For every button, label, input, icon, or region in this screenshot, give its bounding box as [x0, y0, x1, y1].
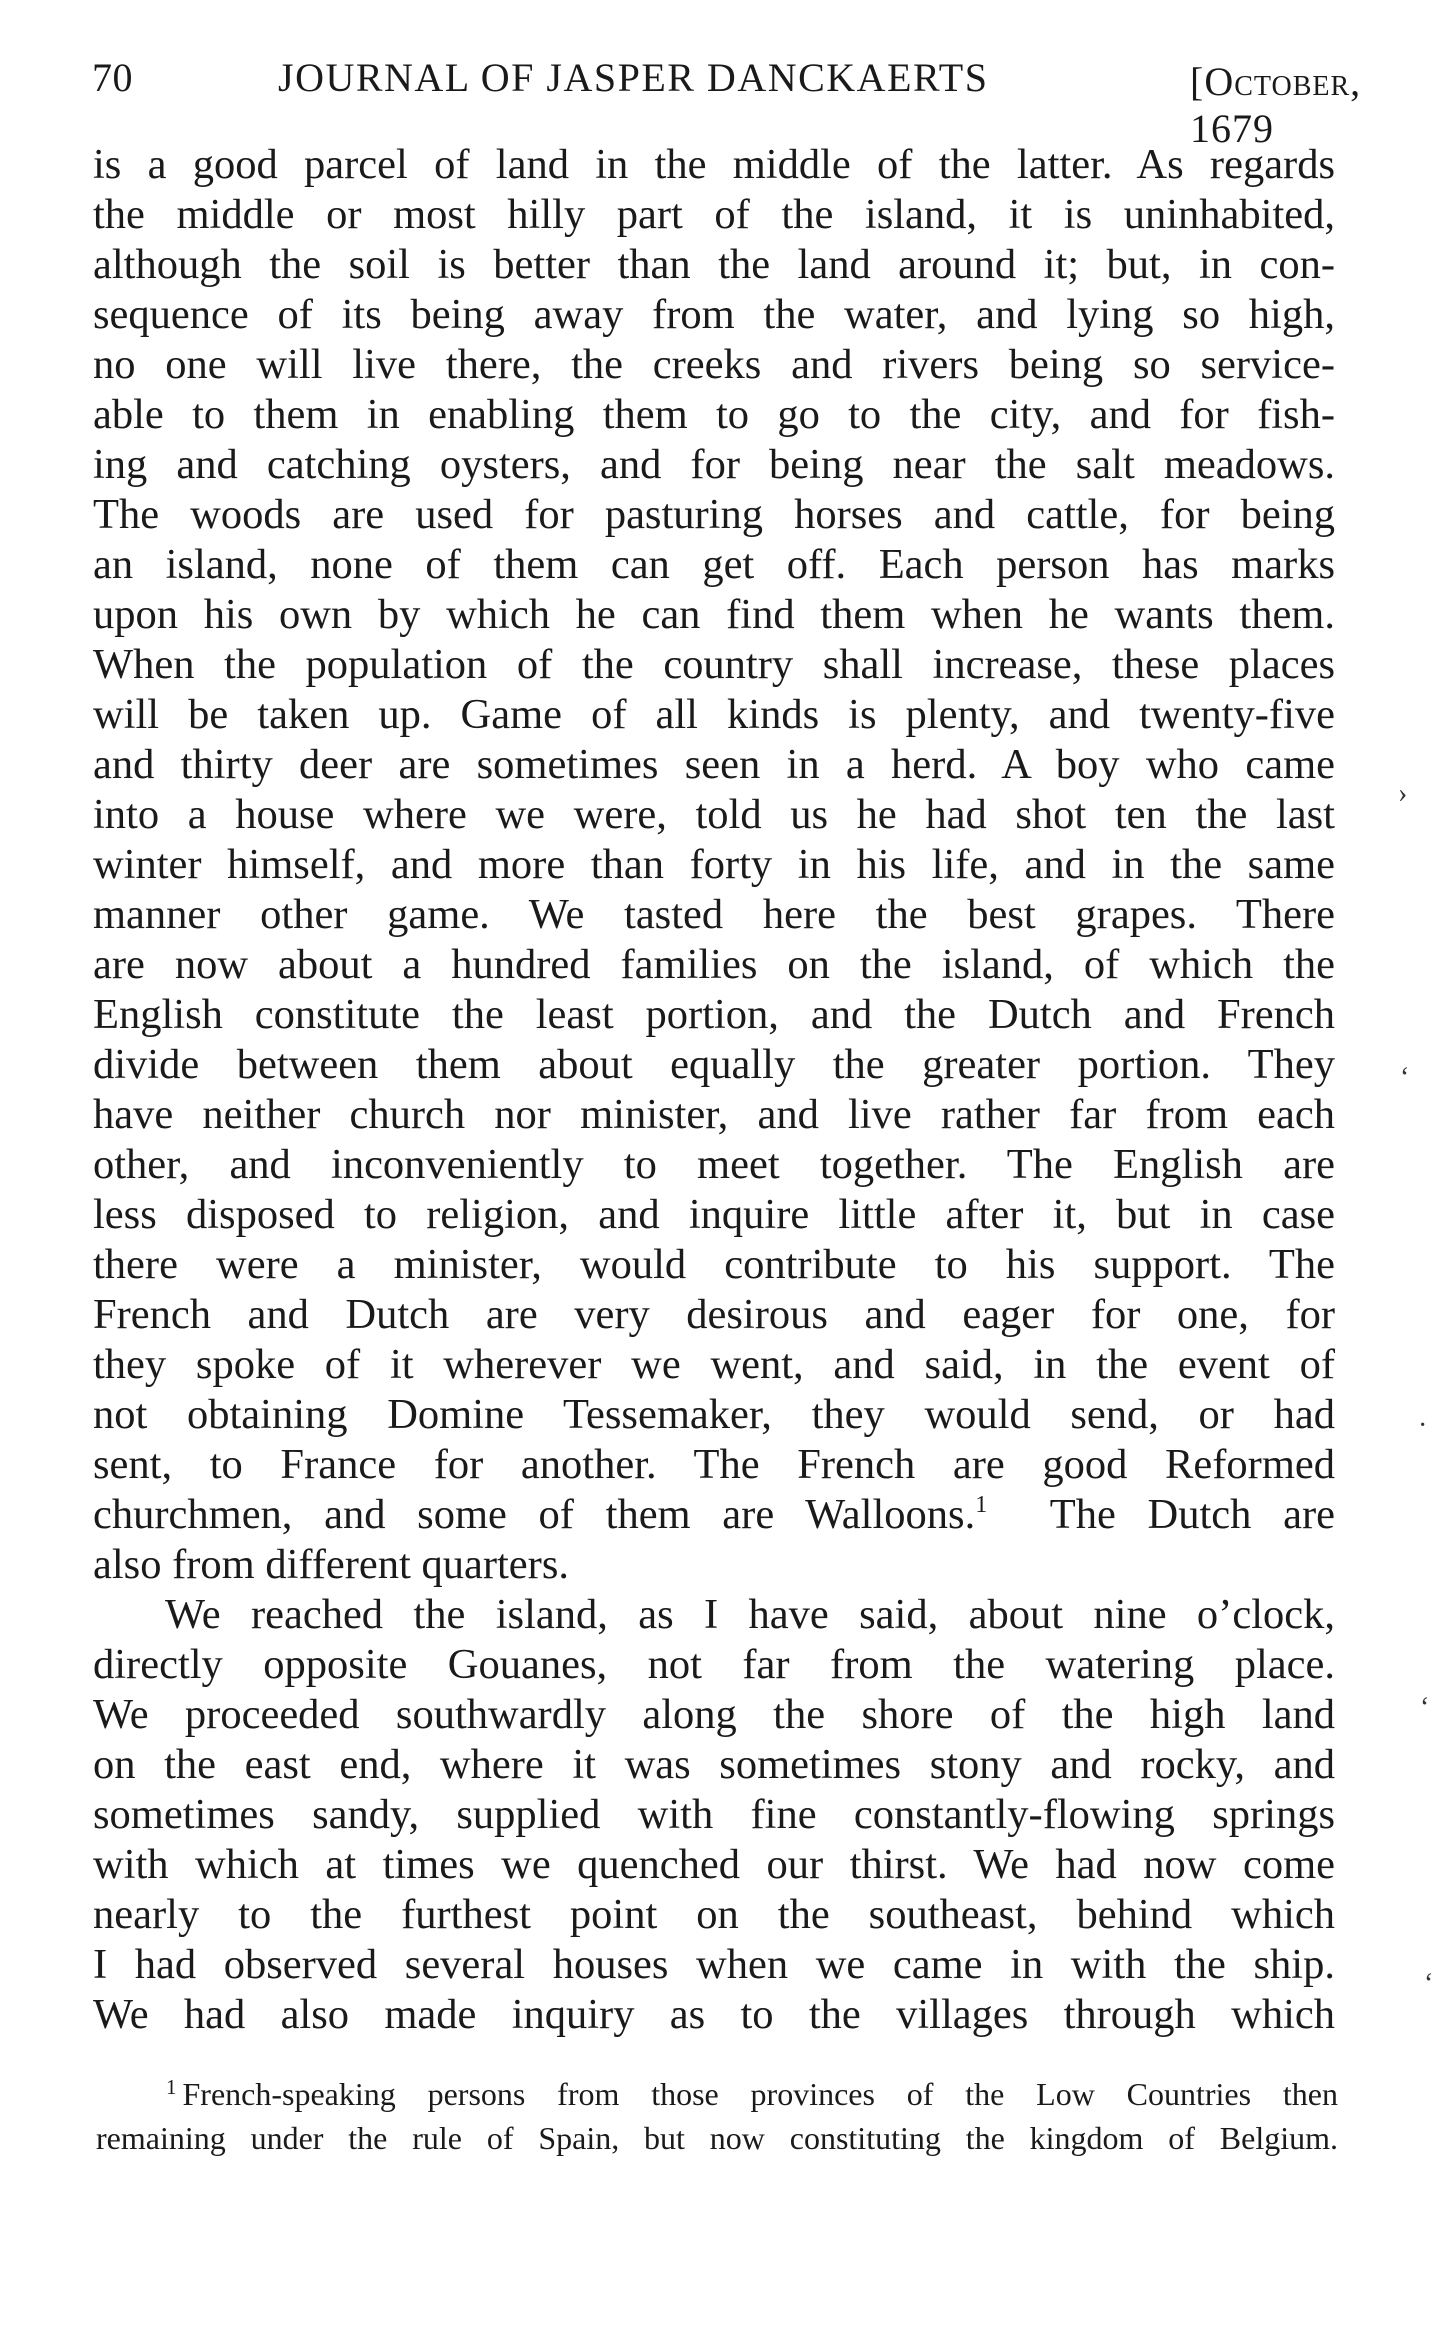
text-line: not obtaining Domine Tessemaker, they would send, or had [93, 1391, 1335, 1438]
text-line: sequence of its being away from the water, and lying so high, [93, 291, 1335, 338]
margin-speck: › [1398, 778, 1408, 809]
text-line: manner other game. We tasted here the best grapes. There [93, 891, 1335, 938]
text-line: are now about a hundred families on the island, of which the [93, 941, 1335, 988]
text-line: directly opposite Gouanes, not far from the watering place. [93, 1641, 1335, 1688]
footnote-line: remaining under the rule of Spain, but now constituting the kingdom of Belgium. [96, 2120, 1338, 2156]
margin-speck: · [1418, 1410, 1428, 1441]
footnote-marker: 1 [166, 2075, 177, 2099]
text-line: sent, to France for another. The French are good Reformed [93, 1441, 1335, 1488]
text-line: and thirty deer are sometimes seen in a herd. A boy who came [93, 741, 1335, 788]
text-line: on the east end, where it was sometimes stony and rocky, and [93, 1741, 1335, 1788]
running-header [92, 48, 1362, 151]
footnote-text: French-speaking persons from those provinces of the Low Countries then [182, 2076, 1338, 2112]
running-date: [October, 1679 [1190, 59, 1362, 151]
page-number: 70 [92, 55, 133, 100]
text-line: with which at times we quenched our thirst. We had now come [93, 1841, 1335, 1888]
margin-speck: ‘ [1400, 1062, 1410, 1093]
text-line-start: churchmen, and some of them are Walloons. [93, 1491, 976, 1538]
text-line: no one will live there, the creeks and rivers being so service- [93, 341, 1335, 388]
footnote [96, 2072, 1338, 2160]
text-line: there were a minister, would contribute to his support. The [93, 1241, 1335, 1288]
footnote-reference[interactable]: 1 [975, 1492, 988, 1518]
text-line: able to them in enabling them to go to the city, and for fish- [93, 391, 1335, 438]
text-line: French and Dutch are very desirous and eager for one, for [93, 1291, 1335, 1338]
text-line: We had also made inquiry as to the villages through which [93, 1991, 1335, 2038]
text-line: have neither church nor minister, and live rather far from each [93, 1091, 1335, 1138]
text-line: also from different quarters. [93, 1541, 569, 1588]
margin-speck: ‘ [1420, 1692, 1430, 1723]
text-line: I had observed several houses when we came in with the ship. [93, 1941, 1335, 1988]
text-line-end: The Dutch are [987, 1491, 1335, 1538]
paragraph-start-line: We reached the island, as I have said, about nine o’clock, [165, 1591, 1335, 1638]
text-line: When the population of the country shall increase, these places [93, 641, 1335, 688]
text-line: upon his own by which he can find them when he wants them. [93, 591, 1335, 638]
text-line: divide between them about equally the greater portion. They [93, 1041, 1335, 1088]
text-line: will be taken up. Game of all kinds is plenty, and twenty-five [93, 691, 1335, 738]
margin-speck: ‘ [1424, 1968, 1434, 1999]
text-line: The woods are used for pasturing horses and cattle, for being [93, 491, 1335, 538]
text-line: less disposed to religion, and inquire little after it, but in case [93, 1191, 1335, 1238]
footnote-line [96, 2072, 1338, 2116]
text-line-with-footnote-ref [93, 1490, 1335, 1540]
text-line: winter himself, and more than forty in his life, and in the same [93, 841, 1335, 888]
text-line: ing and catching oysters, and for being near the salt meadows. [93, 441, 1335, 488]
running-title: JOURNAL OF JASPER DANCKAERTS [278, 55, 989, 100]
text-line: nearly to the furthest point on the southeast, behind which [93, 1891, 1335, 1938]
text-line: We proceeded southwardly along the shore of the high land [93, 1691, 1335, 1738]
text-line: English constitute the least portion, and the Dutch and French [93, 991, 1335, 1038]
text-line: is a good parcel of land in the middle of the latter. As regards [93, 141, 1335, 188]
text-line: although the soil is better than the land around it; but, in con- [93, 241, 1335, 288]
text-line: they spoke of it wherever we went, and said, in the event of [93, 1341, 1335, 1388]
text-line: an island, none of them can get off. Each person has marks [93, 541, 1335, 588]
text-line: other, and inconveniently to meet together. The English are [93, 1141, 1335, 1188]
text-line: the middle or most hilly part of the island, it is uninhabited, [93, 191, 1335, 238]
body-text [93, 140, 1335, 2040]
text-line: sometimes sandy, supplied with fine constantly-flowing springs [93, 1791, 1335, 1838]
text-line: into a house where we were, told us he had shot ten the last [93, 791, 1335, 838]
